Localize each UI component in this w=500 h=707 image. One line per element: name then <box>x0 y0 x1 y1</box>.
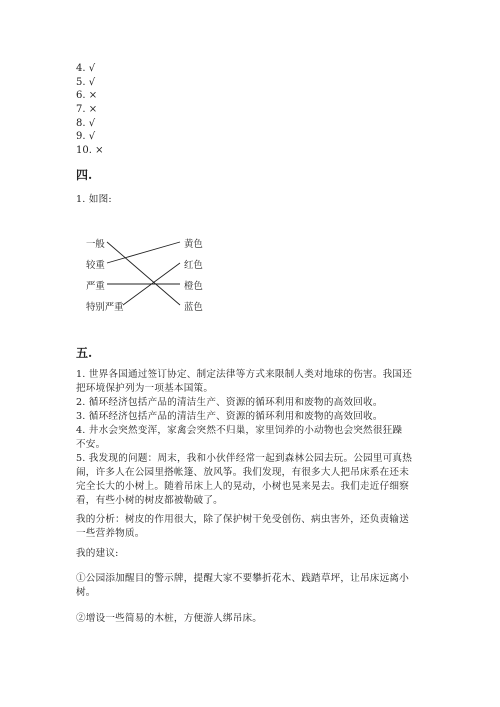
analysis-line: 一些营养物质。 <box>76 528 145 539</box>
match-left-label: 严重 <box>86 281 105 292</box>
match-right-label: 橙色 <box>184 281 203 292</box>
match-left-label: 较重 <box>86 260 105 271</box>
advice-line: 树。 <box>76 587 96 598</box>
match-left-label: 一般 <box>86 239 105 250</box>
section-heading: 四. <box>76 168 93 182</box>
answer-item: 8. √ <box>76 118 96 129</box>
answer-item: 6. × <box>76 90 98 101</box>
match-left-label: 特别严重 <box>86 302 124 313</box>
answer-item: 4. √ <box>76 63 96 74</box>
match-line <box>107 242 180 305</box>
advice-line: ①公园添加醒目的警示牌，提醒大家不要攀折花木、践踏草坪，让吊床远离小 <box>76 573 409 584</box>
answer-item: 9. √ <box>76 131 96 142</box>
answer-line: 不安。 <box>76 439 106 450</box>
answer-line: 完全长大的小树上。随着吊床上人的晃动，小树也晃来晃去。我们走近仔细察 <box>76 481 409 492</box>
answer-line: 4. 井水会突然变浑，家禽会突然不归巢，家里饲养的小动物也会突然很狂躁 <box>76 425 403 436</box>
answer-line: 把环境保护列为一项基本国策。 <box>76 383 214 394</box>
answer-item: 7. × <box>76 104 98 115</box>
match-right-label: 黄色 <box>184 239 203 250</box>
answer-line: 闹，许多人在公园里搭帐篷、放风筝。我们发现，有很多大人把吊床系在还未 <box>76 467 409 478</box>
answer-line: 看，有些小树的树皮都被勒破了。 <box>76 495 223 506</box>
match-right-label: 蓝色 <box>184 302 203 313</box>
advice-label: 我的建议: <box>76 548 119 559</box>
answer-line: 3. 循环经济包括产品的清洁生产、资源的循环利用和废物的高效回收。 <box>76 411 383 422</box>
answer-item: 10. × <box>76 145 104 156</box>
match-line <box>107 242 180 263</box>
advice-line: ②增设一些简易的木桩，方便游人绑吊床。 <box>76 613 263 624</box>
answer-line: 5. 我发现的问题：周末，我和小伙伴经常一起到森林公园去玩。公园里可真热 <box>76 453 412 464</box>
section-heading: 五. <box>76 346 93 360</box>
answer-line: 2. 循环经济包括产品的清洁生产、资源的循环利用和废物的高效回收。 <box>76 397 383 408</box>
question-label: 1. 如图: <box>76 194 112 205</box>
analysis-line: 我的分析：树皮的作用很大，除了保护树干免受创伤、病虫害外，还负责输送 <box>76 514 409 525</box>
answer-line: 1. 世界各国通过签订协定、制定法律等方式来限制人类对地球的伤害。我国还 <box>76 369 412 380</box>
answer-item: 5. √ <box>76 77 96 88</box>
match-right-label: 红色 <box>184 260 203 271</box>
